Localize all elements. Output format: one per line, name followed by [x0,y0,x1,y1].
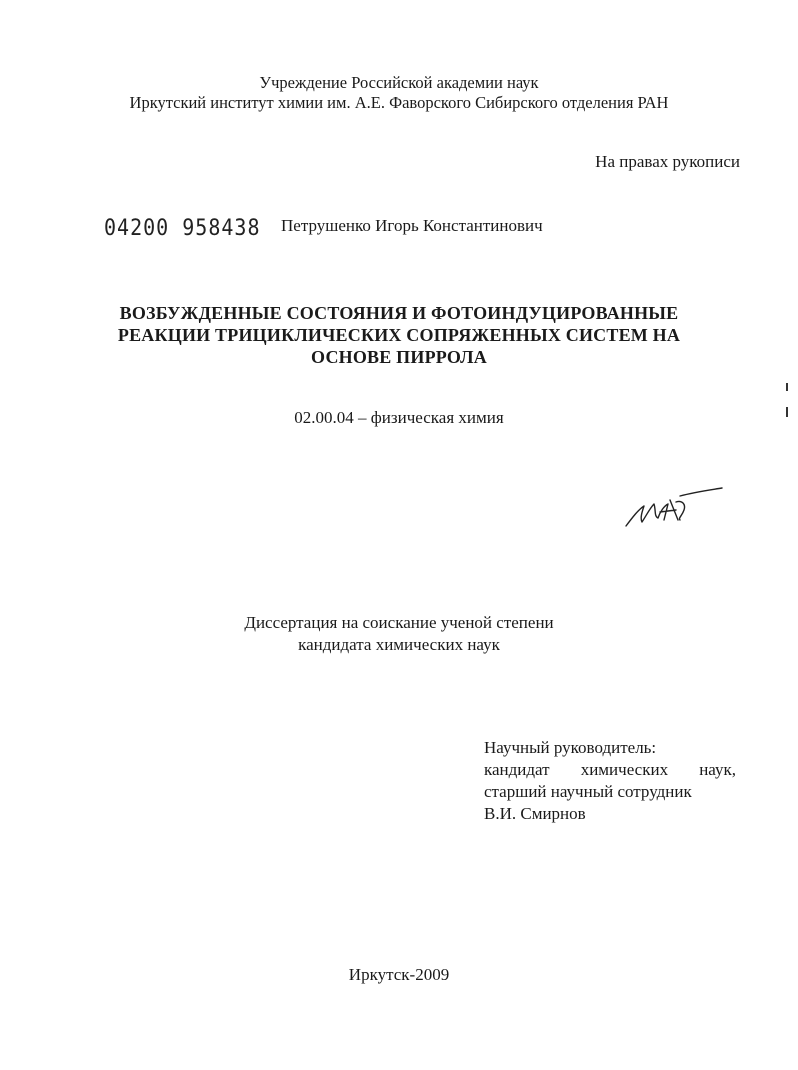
title-line-1: ВОЗБУЖДЕННЫЕ СОСТОЯНИЯ И ФОТОИНДУЦИРОВАННЫЕ [119,303,679,323]
specialty-code: 02.00.04 – физическая химия [294,408,504,427]
title-line-3: ОСНОВЕ ПИРРОЛА [311,347,487,367]
supervisor-position: старший научный сотрудник [484,782,692,801]
title-line-2: РЕАКЦИИ ТРИЦИКЛИЧЕСКИХ СОПРЯЖЕННЫХ СИСТЕМ НА [117,325,681,345]
degree-statement [0,612,798,656]
supervisor-degree [484,759,736,781]
supervisor-label: Научный руководитель: [484,738,657,757]
registration-stamp-number: 04200 958438 [104,214,261,241]
supervisor-block [484,737,736,825]
city-year: Иркутск-2009 [348,965,450,984]
scan-margin-mark [786,407,788,417]
handwritten-signature [620,482,730,532]
institution-header [0,73,798,113]
degree-line-2: кандидата химических наук [298,635,500,654]
degree-line-1: Диссертация на соискание ученой степени [244,613,554,632]
supervisor-degree-word-1: кандидат [484,760,550,779]
institution-line-2: Иркутский институт химии им. А.Е. Фаворского Сибирского отделения РАН [129,93,669,112]
supervisor-degree-word-2: химических [580,760,669,779]
supervisor-name: В.И. Смирнов [484,804,586,823]
institution-line-1: Учреждение Российской академии наук [259,73,539,92]
rights-note: На правах рукописи [595,152,740,171]
dissertation-title [0,302,798,368]
author-name: Петрушенко Игорь Константинович [281,216,543,235]
scan-margin-mark [786,383,788,391]
supervisor-degree-word-3: наук, [699,760,736,779]
